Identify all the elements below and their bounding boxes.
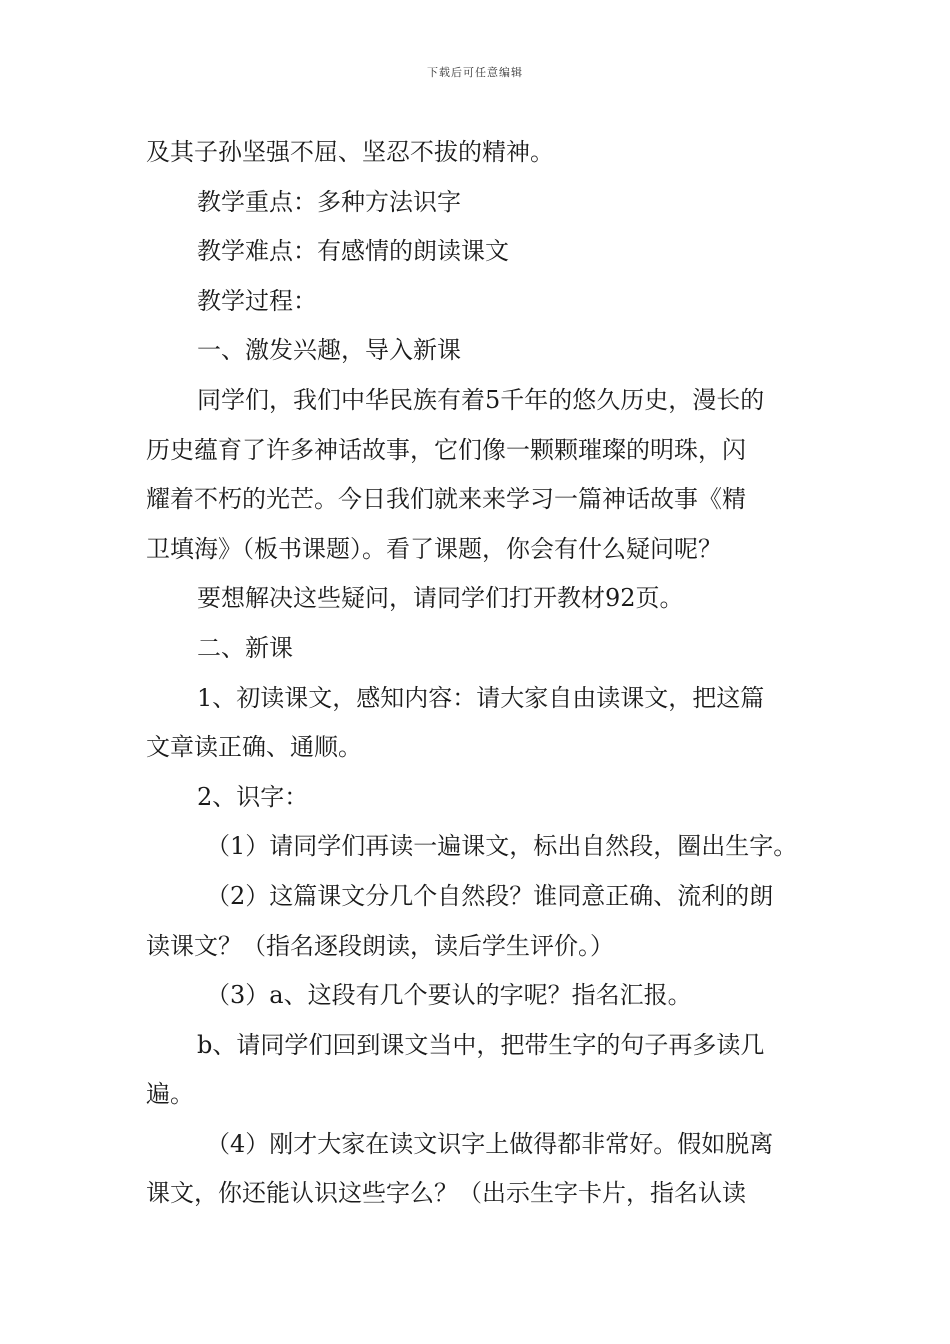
text-line: 一、激发兴趣，导入新课 [197,336,461,365]
text-line: b、请同学们回到课文当中，把带生字的句子再多读几 [197,1030,765,1059]
text-line: 历史蕴育了许多神话故事，它们像一颗颗璀璨的明珠，闪 [146,435,746,464]
text-line: 2、识字： [197,782,309,811]
text-line: 及其子孙坚强不屈、坚忍不拔的精神。 [146,138,554,166]
text-line: （2）这篇课文分几个自然段？谁同意正确、流利的朗 [206,881,774,910]
text-line: 耀着不朽的光芒。今日我们就来来学习一篇神话故事《精 [146,485,746,514]
text-line: 同学们，我们中华民族有着5千年的悠久历史，漫长的 [197,385,765,414]
text-line: 教学重点：多种方法识字 [197,187,461,216]
text-line: 遍。 [146,1080,194,1109]
text-line: （3）a、这段有几个要认的字呢？指名汇报。 [206,981,692,1010]
text-line: 要想解决这些疑问，请同学们打开教材92页。 [197,584,684,613]
page-header: 下载后可任意编辑 [427,66,523,79]
text-line: 教学过程： [197,286,317,315]
text-line: （4）刚才大家在读文识字上做得都非常好。假如脱离 [206,1129,774,1158]
text-line: 教学难点：有感情的朗读课文 [197,237,509,266]
document-body [146,128,810,1219]
text-line: 卫填海》（板书课题）。看了课题，你会有什么疑问呢？ [146,534,722,563]
text-line: 1、初读课文，感知内容：请大家自由读课文，把这篇 [197,683,765,712]
text-line: 文章读正确、通顺。 [146,733,362,762]
text-line: 课文，你还能认识这些字么？（出示生字卡片，指名认读 [146,1179,746,1208]
text-line: （1）请同学们再读一遍课文，标出自然段，圈出生字。 [206,832,798,861]
text-line: 读课文？（指名逐段朗读，读后学生评价。） [146,931,614,960]
text-line: 二、新课 [197,633,293,662]
